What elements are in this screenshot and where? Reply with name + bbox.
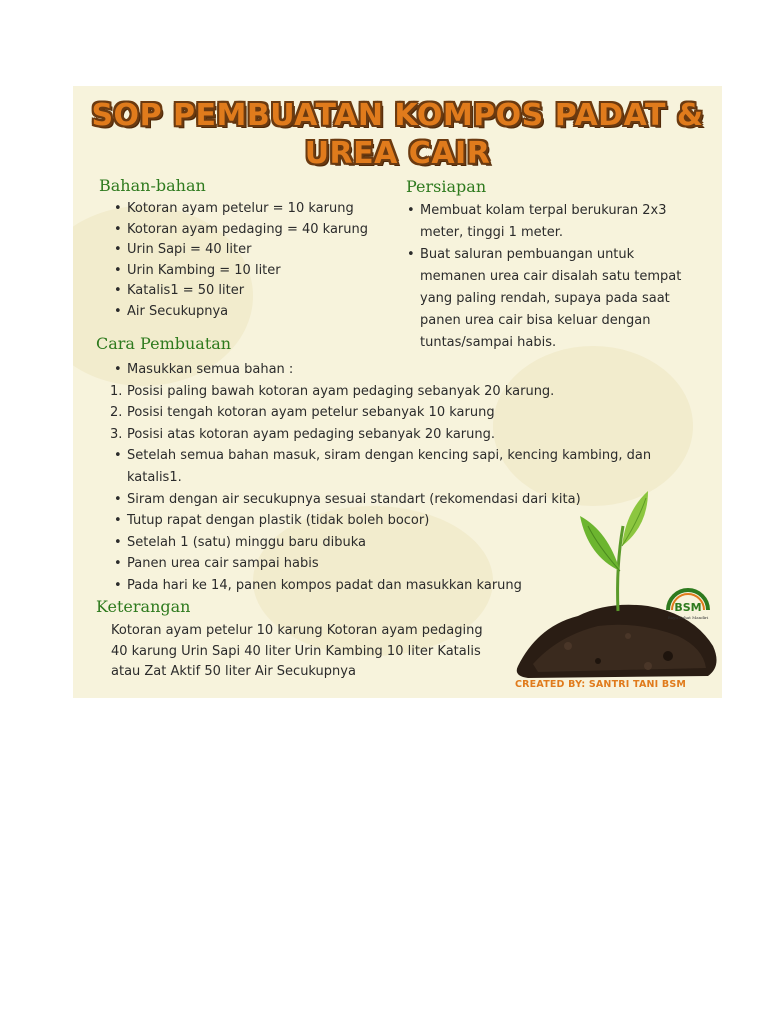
cara-item-text: Panen urea cair sampai habis — [127, 556, 319, 572]
cara-heading: Cara Pembuatan — [96, 334, 232, 353]
persiapan-item-line: • Buat saluran pembuangan untuk — [406, 244, 716, 266]
bahan-item: • Katalis1 = 50 liter — [113, 281, 413, 302]
bahan-list — [113, 199, 413, 322]
cara-item-text: Posisi paling bawah kotoran ayam pedaging sebanyak 20 karung. — [127, 383, 555, 399]
cara-item-text: Posisi tengah kotoran ayam petelur sebanyak 10 karung — [127, 405, 495, 421]
persiapan-heading: Persiapan — [406, 177, 487, 196]
poster — [73, 86, 722, 698]
persiapan-list — [406, 200, 716, 354]
persiapan-item-line: memanen urea cair disalah satu tempat — [420, 269, 682, 284]
logo-text: BSM — [674, 601, 702, 614]
cara-item-text: Setelah 1 (satu) minggu baru dibuka — [127, 534, 366, 550]
logo-tagline: Bayu Sehat Mandiri — [667, 615, 709, 620]
title-line-1: SOP PEMBUATAN KOMPOS PADAT & — [91, 98, 704, 133]
cara-item — [113, 445, 713, 467]
cara-item-text: katalis1. — [127, 469, 182, 485]
cara-item — [110, 381, 713, 403]
cara-item-number: 1. — [110, 383, 123, 399]
bsm-logo — [663, 586, 713, 622]
credit-text: CREATED BY: SANTRI TANI BSM — [515, 679, 687, 690]
bahan-item: • Kotoran ayam petelur = 10 karung — [113, 199, 413, 220]
cara-item — [110, 402, 713, 424]
cara-item-text: Siram dengan air secukupnya sesuai standart (rekomendasi dari kita) — [127, 491, 581, 507]
keterangan-line: 40 karung Urin Sapi 40 liter Urin Kambing 10 liter Katalis — [111, 643, 481, 659]
bahan-item: • Urin Kambing = 10 liter — [113, 261, 413, 282]
cara-item-text: Posisi atas kotoran ayam pedaging sebanyak 20 karung. — [127, 426, 495, 442]
persiapan-item-line: • Membuat kolam terpal berukuran 2x3 — [406, 200, 716, 222]
persiapan-item-line: yang paling rendah, supaya pada saat — [420, 291, 670, 306]
cara-item-text: Pada hari ke 14, panen kompos padat dan masukkan karung — [127, 577, 522, 593]
persiapan-item-line: panen urea cair bisa keluar dengan — [420, 313, 651, 328]
cara-item — [110, 424, 713, 446]
keterangan-text — [111, 621, 541, 683]
persiapan-item-line: tuntas/sampai habis. — [420, 335, 557, 350]
persiapan-item-line: meter, tinggi 1 meter. — [420, 225, 564, 240]
bahan-item: • Air Secukupnya — [113, 302, 413, 323]
keterangan-line: atau Zat Aktif 50 liter Air Secukupnya — [111, 664, 356, 679]
bahan-heading: Bahan-bahan — [99, 176, 206, 195]
cara-item-text: Tutup rapat dengan plastik (tidak boleh bocor) — [127, 513, 430, 529]
cara-item-number: 3. — [110, 426, 123, 442]
keterangan-heading: Keterangan — [96, 597, 191, 616]
cara-item — [113, 359, 713, 381]
cara-item-text: Setelah semua bahan masuk, siram dengan kencing sapi, kencing kambing, dan — [127, 448, 652, 464]
bahan-item: • Kotoran ayam pedaging = 40 karung — [113, 220, 413, 241]
keterangan-line: Kotoran ayam petelur 10 karung Kotoran ayam pedaging — [111, 623, 483, 638]
cara-item-number: 2. — [110, 405, 123, 421]
cara-item-text: Masukkan semua bahan : — [127, 362, 294, 377]
bahan-item: • Urin Sapi = 40 liter — [113, 240, 413, 261]
title-line-2: UREA CAIR — [304, 136, 491, 171]
